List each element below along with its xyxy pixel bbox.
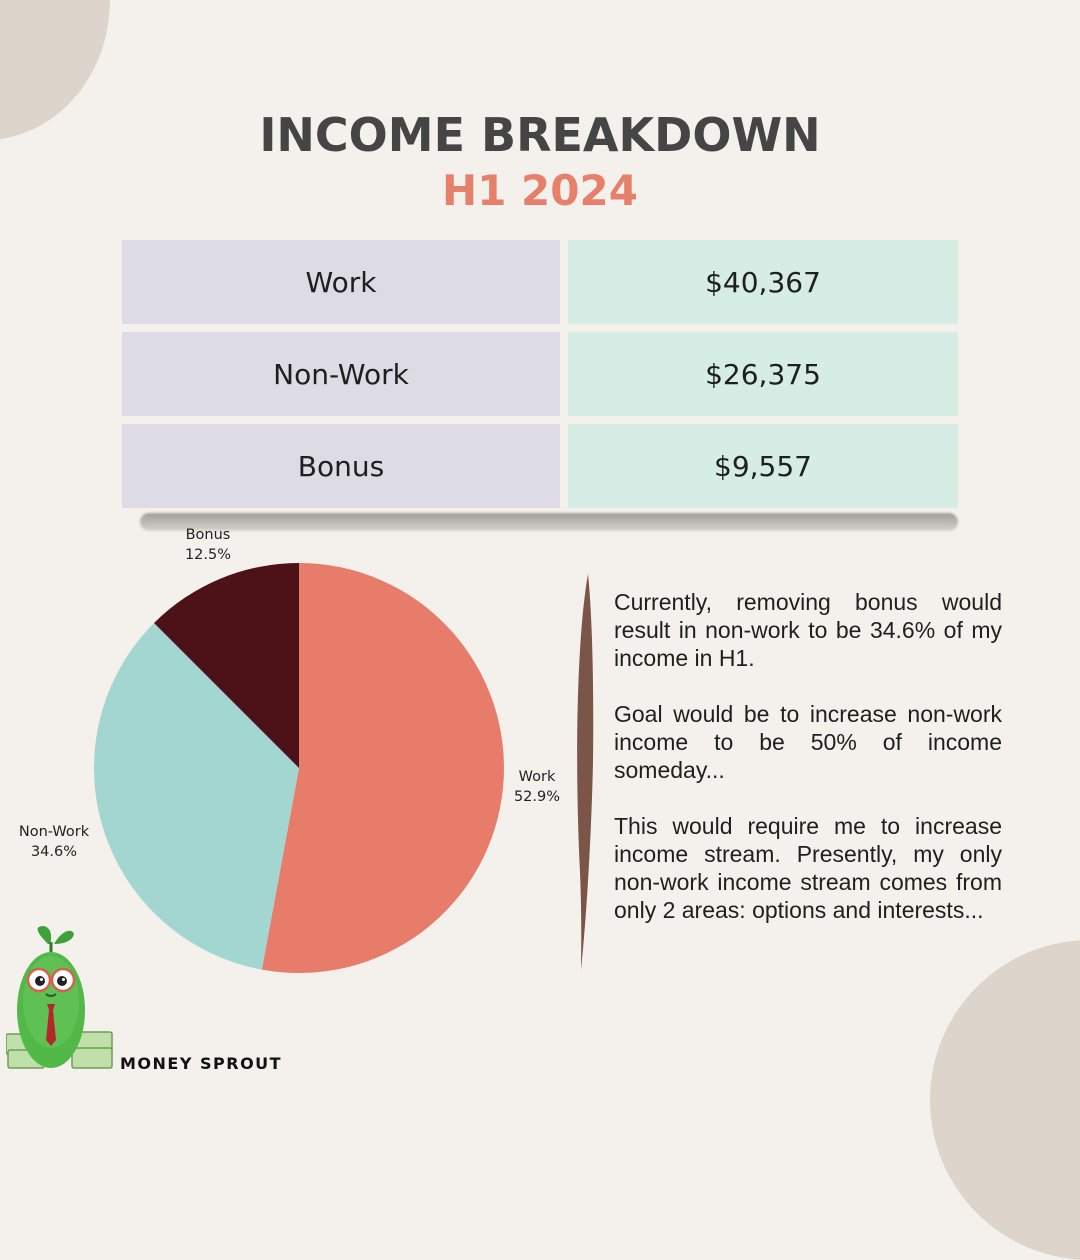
notes-text	[614, 588, 1002, 952]
note-paragraph: This would require me to increase income stream. Presently, my only non-work income stream comes from only 2 areas: options and interests...	[614, 813, 1002, 923]
divider-brush-stroke	[572, 572, 596, 972]
table-cell-label: Bonus	[122, 424, 560, 508]
table-cell-value: $26,375	[568, 332, 958, 416]
table-cell-label: Work	[122, 240, 560, 324]
table-cell-value: $9,557	[568, 424, 958, 508]
brand-name: MONEY SPROUT	[120, 1054, 283, 1073]
table-cell-value: $40,367	[568, 240, 958, 324]
page-title: INCOME BREAKDOWN	[259, 108, 821, 162]
pie-label-name: Work	[518, 769, 556, 785]
table-row	[122, 424, 958, 508]
table-cell-label: Non-Work	[122, 332, 560, 416]
income-table	[122, 240, 958, 516]
corner-decoration-bottom-right	[930, 940, 1080, 1260]
note-paragraph: Goal would be to increase non-work income to be 50% of income someday...	[614, 701, 1002, 783]
income-pie-chart	[0, 520, 570, 990]
sprout-mascot-icon	[6, 922, 116, 1072]
pie-label-name: Bonus	[185, 527, 231, 543]
pie-label-percent: 52.9%	[513, 789, 561, 805]
pie-label-percent: 12.5%	[184, 547, 232, 563]
table-row	[122, 332, 958, 416]
page-subtitle: H1 2024	[442, 166, 638, 215]
pie-label-name: Non-Work	[18, 824, 90, 840]
table-row	[122, 240, 958, 324]
note-paragraph: Currently, removing bonus would result in non-work to be 34.6% of my income in H1.	[614, 589, 1002, 671]
pie-label-percent: 34.6%	[30, 844, 78, 860]
